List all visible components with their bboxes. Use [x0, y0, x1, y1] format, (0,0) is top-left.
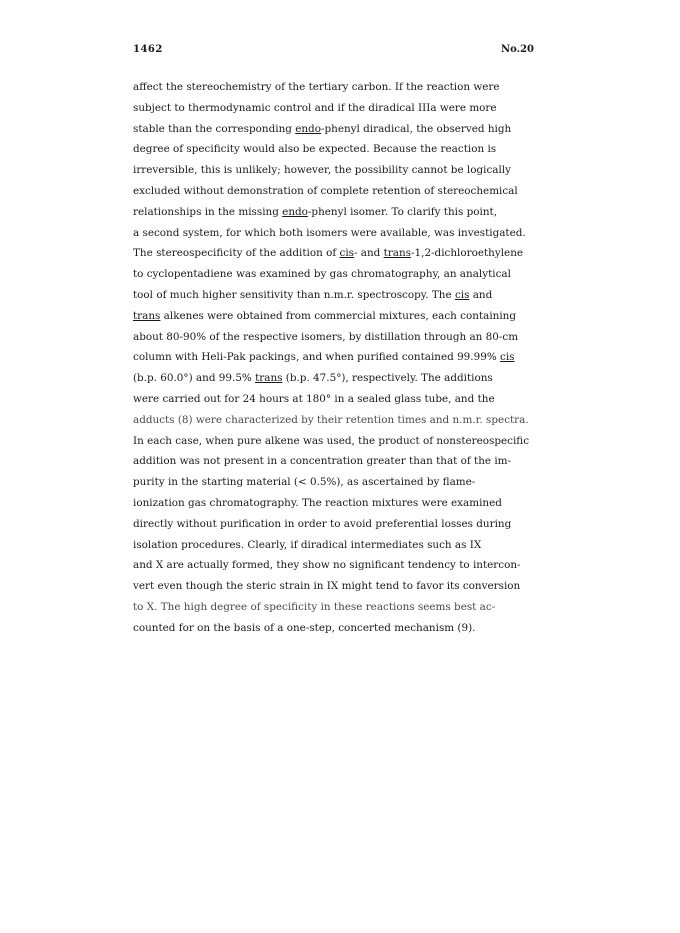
text-line [133, 597, 553, 618]
text-line [133, 306, 553, 327]
text-segment: and X are actually formed, they show no significant tendency to intercon- [133, 559, 521, 572]
text-line [133, 264, 553, 285]
text-segment: In each case, when pure alkene was used, the product of nonstereospecific [133, 434, 530, 447]
text-segment: and [469, 288, 493, 301]
text-segment: degree of specificity would also be expected. Because the reaction is [133, 143, 497, 156]
text-segment: -phenyl diradical, the observed high [320, 122, 512, 135]
text-line [133, 493, 553, 514]
text-segment: vert even though the steric strain in IX might tend to favor its conversion [133, 580, 521, 593]
text-segment: affect the stereochemistry of the tertiary carbon. If the reaction were [133, 81, 500, 93]
text-segment: directly without purification in order to avoid preferential losses during [133, 517, 512, 530]
text-segment: to X. The high degree of specificity in these reactions seems best ac- [133, 600, 496, 613]
text-line [133, 514, 553, 535]
text-line [133, 431, 553, 452]
page-number: 1462 [133, 44, 163, 55]
underlined-term: cis [339, 247, 354, 260]
text-line [133, 223, 553, 244]
text-line [133, 285, 553, 306]
underlined-term: endo [295, 122, 321, 135]
text-line [133, 389, 553, 410]
text-line [133, 327, 553, 348]
text-line [133, 368, 553, 389]
text-segment: adducts (8) were characterized by their retention times and n.m.r. spectra. [133, 413, 529, 426]
text-segment: relationships in the missing [133, 205, 283, 218]
text-line [133, 119, 553, 140]
text-line [133, 410, 553, 431]
text-line [133, 139, 553, 160]
text-line [133, 202, 553, 223]
text-segment: -phenyl isomer. To clarify this point, [307, 205, 498, 218]
text-line [133, 160, 553, 181]
text-line [133, 181, 553, 202]
text-segment: The stereospecificity of the addition of [133, 247, 340, 260]
text-segment: excluded without demonstration of complete retention of stereochemical [133, 184, 518, 197]
body-paragraph [133, 77, 553, 639]
text-segment: were carried out for 24 hours at 180° in a sealed glass tube, and the [133, 392, 495, 405]
text-segment: - and [353, 247, 384, 260]
text-segment: counted for on the basis of a one-step, concerted mechanism (9). [133, 621, 476, 634]
text-segment: addition was not present in a concentration greater than that of the im- [133, 455, 512, 468]
text-segment: purity in the starting material (< 0.5%), as ascertained by flame- [133, 476, 476, 489]
text-line [133, 347, 553, 368]
text-segment: to cyclopentadiene was examined by gas chromatography, an analytical [133, 268, 511, 281]
text-segment: about 80-90% of the respective isomers, by distillation through an 80-cm [133, 330, 519, 343]
text-line [133, 472, 553, 493]
underlined-term: trans [133, 309, 161, 322]
underlined-term: endo [282, 205, 308, 218]
text-segment: ionization gas chromatography. The reaction mixtures were examined [133, 496, 502, 509]
text-segment: isolation procedures. Clearly, if diradical intermediates such as IX [133, 538, 482, 551]
text-line [133, 98, 553, 119]
underlined-term: cis [500, 351, 515, 364]
underlined-term: cis [454, 288, 470, 301]
issue-number: No.20 [500, 44, 534, 55]
text-line [133, 535, 553, 556]
text-segment: tool of much higher sensitivity than n.m.r. spectroscopy. The [133, 288, 455, 301]
text-line [133, 618, 553, 639]
text-segment: stable than the corresponding [133, 122, 296, 135]
text-segment: (b.p. 60.0°) and 99.5% [133, 372, 256, 385]
text-segment: a second system, for which both isomers were available, was investigated. [133, 226, 526, 239]
text-segment: -1,2-dichloroethylene [411, 247, 524, 260]
underlined-term: trans [255, 372, 283, 385]
text-line [133, 555, 553, 576]
text-line [133, 243, 553, 264]
text-segment: column with Heli-Pak packings, and when purified contained 99.99% [133, 351, 500, 364]
text-segment: irreversible, this is unlikely; however, the possibility cannot be logically [133, 164, 511, 177]
text-line [133, 77, 553, 98]
underlined-term: trans [383, 247, 412, 260]
text-segment: subject to thermodynamic control and if the diradical IIIa were more [133, 101, 497, 114]
text-segment: (b.p. 47.5°), respectively. The additions [282, 372, 493, 385]
text-segment: alkenes were obtained from commercial mixtures, each containing [160, 309, 516, 322]
text-line [133, 451, 553, 472]
text-line [133, 576, 553, 597]
